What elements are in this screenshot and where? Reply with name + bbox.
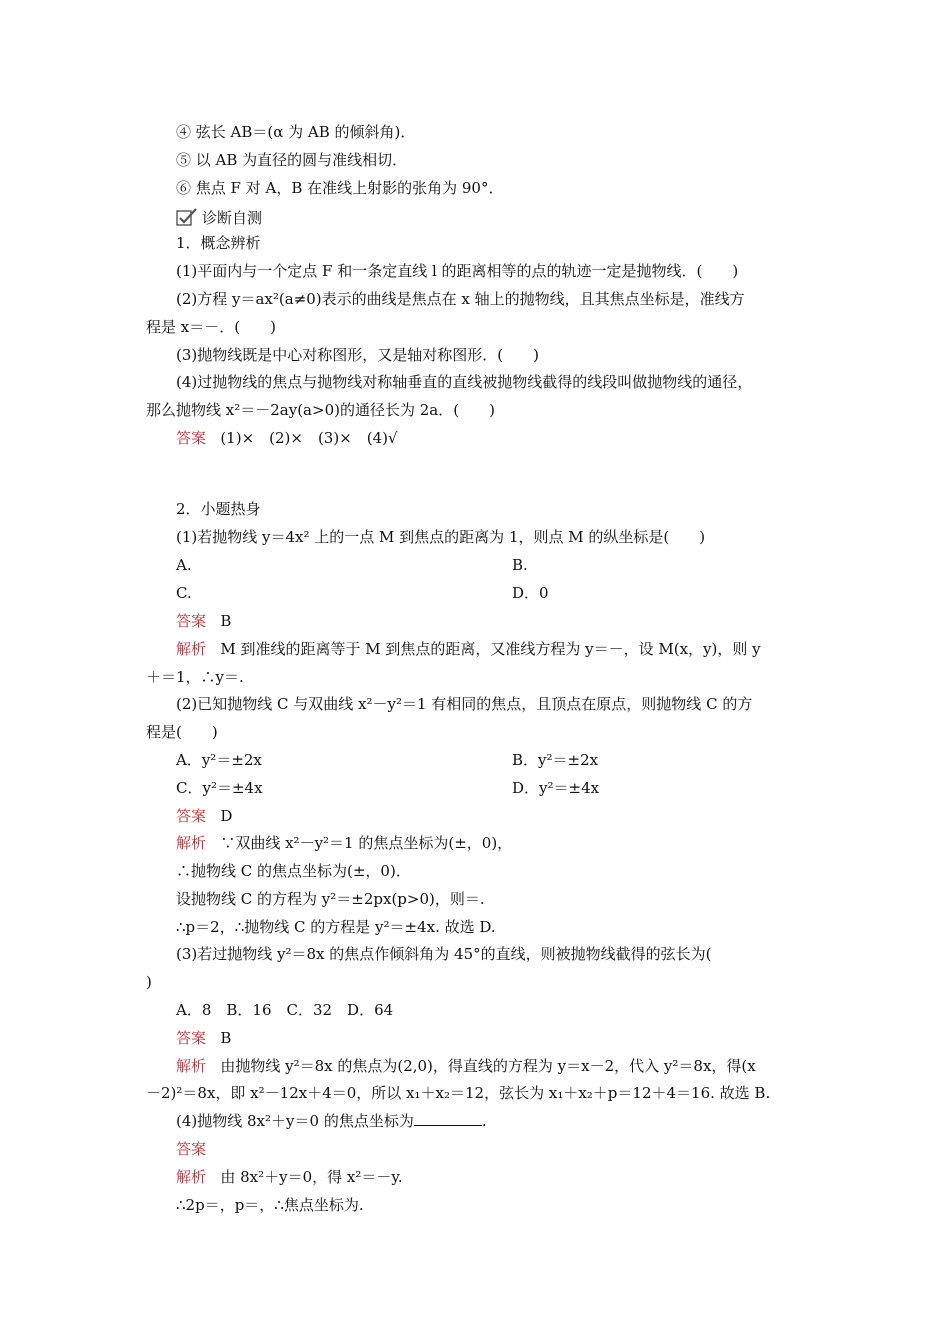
concept-question-4-line-2: 那么抛物线 x²＝－2ay(a>0)的通径长为 2a．( ) bbox=[146, 401, 495, 419]
concept-question-2-line-1: (2)方程 y＝ax²(a≠0)表示的曲线是焦点在 x 轴上的抛物线，且其焦点坐标是，准线方 bbox=[176, 290, 745, 308]
q3-explanation-line-1 bbox=[176, 1056, 756, 1076]
explanation-label: 解析 bbox=[176, 640, 207, 658]
q2-option-c: C．y²＝±4x bbox=[176, 779, 263, 797]
property-4: ④ 弦长 AB＝(α 为 AB 的倾斜角)． bbox=[176, 123, 416, 141]
concept-answer-text: (1)× (2)× (3)× (4)√ bbox=[220, 429, 398, 447]
q4-explanation-line-1 bbox=[176, 1167, 403, 1187]
warmup-question-1: (1)若抛物线 y＝4x² 上的一点 M 到焦点的距离为 1，则点 M 的纵坐标是( ) bbox=[176, 528, 706, 546]
warmup-question-3-line-2: ) bbox=[146, 973, 152, 991]
explanation-label: 解析 bbox=[176, 1168, 207, 1186]
q2-explanation-line-4: ∴p＝2，∴抛物线 C 的方程是 y²＝±4x. 故选 D. bbox=[176, 918, 496, 936]
q1-option-c: C. bbox=[176, 584, 192, 602]
checkmark-icon bbox=[176, 207, 198, 227]
answer-label: 答案 bbox=[176, 807, 207, 825]
q2-option-d: D．y²＝±4x bbox=[512, 779, 600, 797]
concept-answer-line bbox=[176, 428, 398, 448]
answer-label: 答案 bbox=[176, 1029, 207, 1047]
concept-question-2-line-2: 程是 x＝－．( ) bbox=[146, 318, 276, 336]
explanation-label: 解析 bbox=[176, 834, 207, 852]
q4-explanation-line-2: ∴2p＝，p＝，∴焦点坐标为. bbox=[176, 1196, 364, 1214]
q1-answer: B bbox=[220, 612, 232, 630]
answer-blank bbox=[414, 1111, 482, 1126]
q3-explanation-line-2: －2)²＝8x，即 x²－12x＋4＝0，所以 x₁＋x₂＝12，弦长为 x₁＋x₂＋p＝12＋4＝16. 故选 B. bbox=[146, 1084, 771, 1102]
q2-explanation-line-1 bbox=[176, 833, 512, 853]
q1-option-b: B. bbox=[512, 556, 528, 574]
concept-question-1: (1)平面内与一个定点 F 和一条定直线 l 的距离相等的点的轨迹一定是抛物线．( ) bbox=[176, 262, 739, 280]
warmup-question-3-line-1: (3)若过抛物线 y²＝8x 的焦点作倾斜角为 45°的直线，则被抛物线截得的弦长为( bbox=[176, 945, 712, 963]
q4-text: (4)抛物线 8x²＋y＝0 的焦点坐标为 bbox=[176, 1112, 414, 1130]
q3-options: A．8 B．16 C．32 D．64 bbox=[176, 1001, 394, 1019]
property-6: ⑥ 焦点 F 对 A，B 在准线上射影的张角为 90°． bbox=[176, 179, 504, 197]
q4-explanation-text: 由 8x²＋y＝0，得 x²＝－y. bbox=[220, 1168, 403, 1186]
explanation-label: 解析 bbox=[176, 1057, 207, 1075]
q1-answer-line bbox=[176, 611, 231, 631]
q1-option-d: D．0 bbox=[512, 584, 549, 602]
q1-explanation-line-2: ＋＝1，∴y＝. bbox=[146, 668, 244, 686]
answer-label: 答案 bbox=[176, 429, 207, 447]
concept-question-4-line-1: (4)过抛物线的焦点与抛物线对称轴垂直的直线被抛物线截得的线段叫做抛物线的通径， bbox=[176, 373, 753, 391]
concept-question-3: (3)抛物线既是中心对称图形，又是轴对称图形．( ) bbox=[176, 346, 539, 364]
section-1-title: 1．概念辨析 bbox=[176, 234, 261, 252]
property-5: ⑤ 以 AB 为直径的圆与准线相切． bbox=[176, 151, 408, 169]
q4-period: . bbox=[481, 1112, 487, 1130]
q2-answer: D bbox=[220, 807, 233, 825]
warmup-question-2-line-1: (2)已知抛物线 C 与双曲线 x²－y²＝1 有相同的焦点，且顶点在原点，则抛物线 C 的方 bbox=[176, 695, 753, 713]
q3-answer: B bbox=[220, 1029, 232, 1047]
q4-answer-label: 答案 bbox=[176, 1140, 207, 1158]
q2-explanation-text-1: ∵双曲线 x²－y²＝1 的焦点坐标为(±，0)， bbox=[220, 834, 513, 852]
q3-answer-line bbox=[176, 1028, 231, 1048]
q2-option-b: B．y²＝±2x bbox=[512, 751, 599, 769]
q3-explanation-text: 由抛物线 y²＝8x 的焦点为(2,0)，得直线的方程为 y＝x－2，代入 y²＝8x，得(x bbox=[220, 1057, 756, 1075]
q2-explanation-line-3: 设抛物线 C 的方程为 y²＝±2px(p>0)，则＝. bbox=[176, 890, 485, 908]
q2-option-a: A．y²＝±2x bbox=[176, 751, 262, 769]
section-2-title: 2．小题热身 bbox=[176, 500, 261, 518]
warmup-question-4 bbox=[176, 1111, 487, 1131]
q1-explanation-line-1 bbox=[176, 639, 761, 659]
q1-option-a: A. bbox=[176, 556, 192, 574]
answer-label: 答案 bbox=[176, 612, 207, 630]
warmup-question-2-line-2: 程是( ) bbox=[146, 723, 218, 741]
section-header-diagnosis: 诊断自测 bbox=[202, 209, 263, 227]
q1-explanation-text: M 到准线的距离等于 M 到焦点的距离，又准线方程为 y＝－，设 M(x，y)，则 y bbox=[220, 640, 761, 658]
q2-answer-line bbox=[176, 806, 232, 826]
q2-explanation-line-2: ∴抛物线 C 的焦点坐标为(±，0)． bbox=[176, 862, 411, 880]
